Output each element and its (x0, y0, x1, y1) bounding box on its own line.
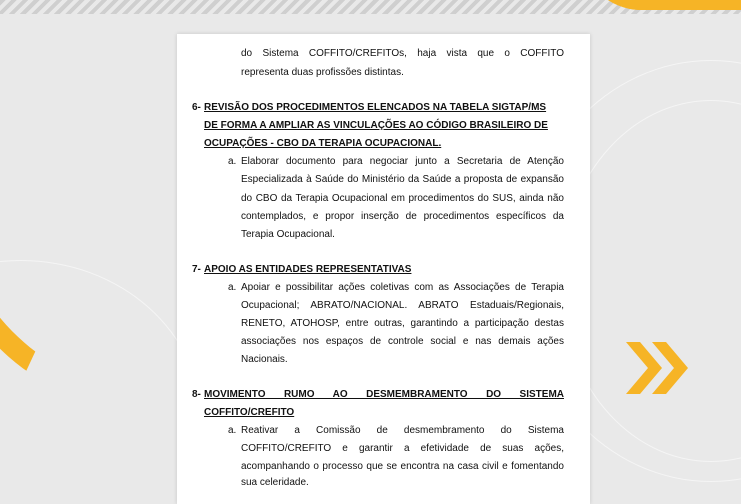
section-heading: OCUPAÇÕES - CBO DA TERAPIA OCUPACIONAL. (204, 138, 442, 149)
section-heading: MOVIMENTO RUMO AO DESMEMBRAMENTO DO SISTEMA (204, 389, 564, 400)
item-line: Reativar a Comissão de desmembramento do Sistema (241, 425, 564, 436)
item-line: do CBO da Terapia Ocupacional em procedimentos do SUS, ainda não (241, 193, 564, 204)
item-line: sua celeridade. (241, 477, 309, 488)
item-line: associações nos espaços de controle social e nas demais ações (241, 336, 564, 347)
section-number: 6- (192, 102, 201, 113)
item-line: acompanhando o processo que se encontra na casa civil e fomentando (241, 461, 564, 472)
item-line: Nacionais. (241, 354, 288, 365)
double-chevron-right-icon (622, 338, 702, 398)
item-line: Apoiar e possibilitar ações coletivas com as Associações de Terapia (241, 282, 564, 293)
item-line: Especializada à Saúde do Ministério da Saúde a proposta de expansão (241, 174, 564, 185)
item-line: Terapia Ocupacional. (241, 229, 335, 240)
section-heading: APOIO AS ENTIDADES REPRESENTATIVAS (204, 264, 412, 275)
item-line: contemplados, e propor inserção de procedimentos específicos da (241, 211, 564, 222)
intro-line: representa duas profissões distintas. (241, 67, 404, 78)
section-number: 7- (192, 264, 201, 275)
item-line: RENETO, ATOHOSP, entre outras, garantindo a participação destas (241, 318, 564, 329)
section-number: 8- (192, 389, 201, 400)
item-letter: a. (228, 282, 237, 293)
section-heading: REVISÃO DOS PROCEDIMENTOS ELENCADOS NA TABELA SIGTAP/MS (204, 102, 547, 113)
item-letter: a. (228, 425, 237, 436)
item-line: COFFITO/CREFITO e garantir a efetividade de suas ações, (241, 443, 564, 454)
section-heading: COFFITO/CREFITO (204, 407, 295, 418)
item-line: Ocupacional; ABRATO/NACIONAL. ABRATO Estaduais/Regionais, (241, 300, 564, 311)
intro-line: do Sistema COFFITO/CREFITOs, haja vista que o COFFITO (241, 48, 564, 59)
section-heading: DE FORMA A AMPLIAR AS VINCULAÇÕES AO CÓDIGO BRASILEIRO DE (204, 120, 548, 131)
item-line: Elaborar documento para negociar junto a Secretaria de Atenção (241, 156, 564, 167)
item-letter: a. (228, 156, 237, 167)
